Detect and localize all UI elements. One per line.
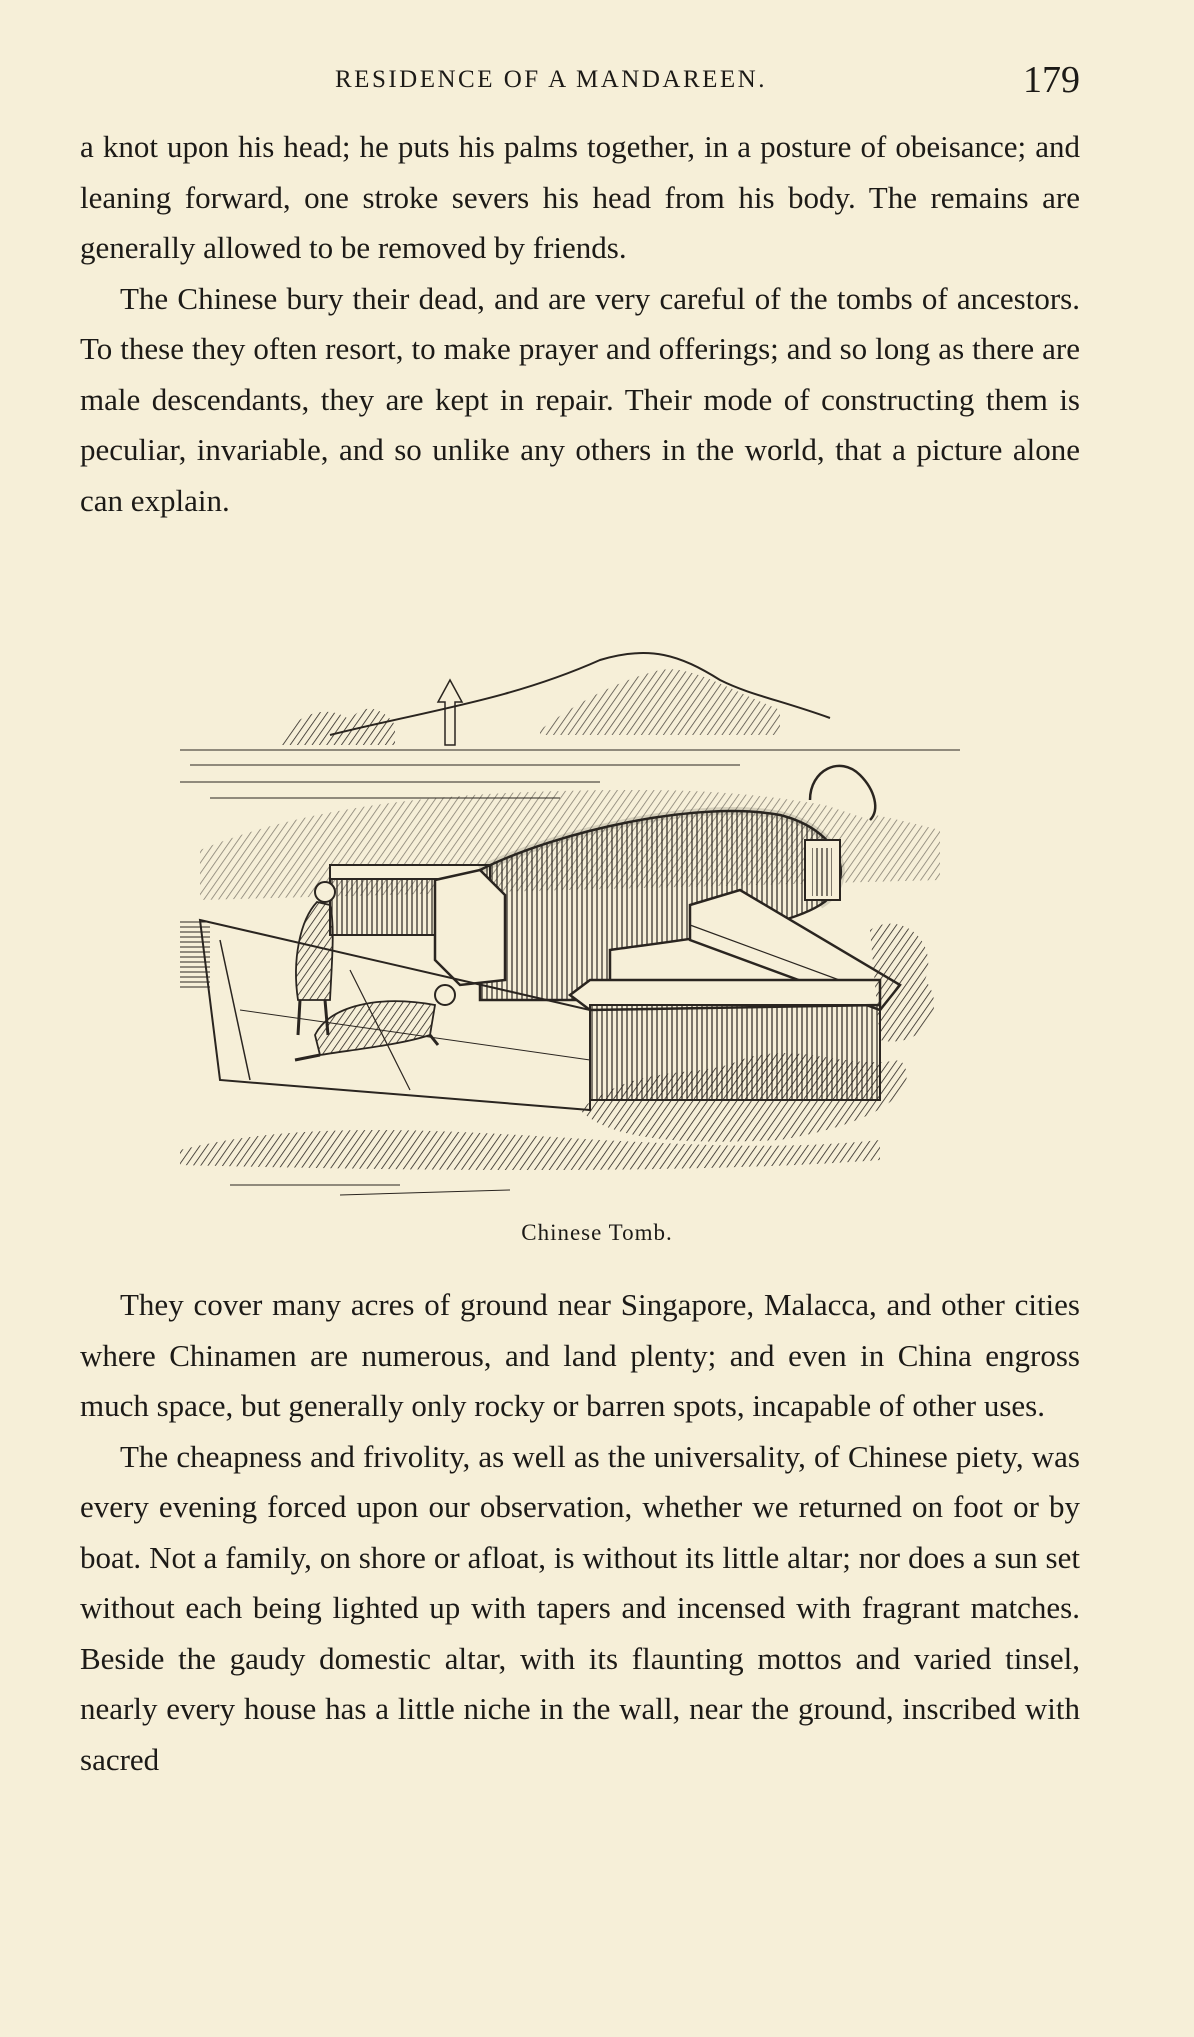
- paragraph: The Chinese bury their dead, and are very careful of the tombs of ancestors. To these they often resort, to make prayer and offerings; and so long as there are male descendants, they are kept in repair. Their mode of constructing them is peculiar, invariable, and so unlike any others in the world, that a picture alone can explain.: [80, 280, 1080, 518]
- paragraph: a knot upon his head; he puts his palms together, in a posture of obeisance; and leaning forward, one stroke severs his head from his body. The remains are generally allowed to be removed by friends.: [80, 129, 1080, 265]
- running-title: RESIDENCE OF A MANDAREEN.: [335, 66, 767, 93]
- standing-figure: [296, 882, 335, 1035]
- paragraph: The cheapness and frivolity, as well as the universality, of Chinese piety, was every evening forced upon our observation, whether we returned on foot or by boat. Not a family, on shore or afloat, is without its little altar; nor does a sun set without each being lighted up with tapers and incensed with fragrant matches. Beside the gaudy domestic altar, with its flaunting mottos and varied tinsel, nearly every house has a little niche in the wall, near the ground, inscribed with sacred: [80, 1438, 1080, 1777]
- page-number: 179: [1023, 59, 1080, 101]
- text-block-top: [80, 122, 1080, 526]
- running-head: [80, 58, 1080, 108]
- figure-caption: Chinese Tomb.: [521, 1220, 673, 1245]
- paragraph: They cover many acres of ground near Singapore, Malacca, and other cities where Chinamen are numerous, and land plenty; and even in China engross much space, but generally only rocky or barren spots, incapable of other uses.: [80, 1287, 1080, 1423]
- engraving-image: [180, 640, 980, 1210]
- tomb-illustration: [180, 640, 980, 1210]
- text-block-bottom: [80, 1280, 1080, 1785]
